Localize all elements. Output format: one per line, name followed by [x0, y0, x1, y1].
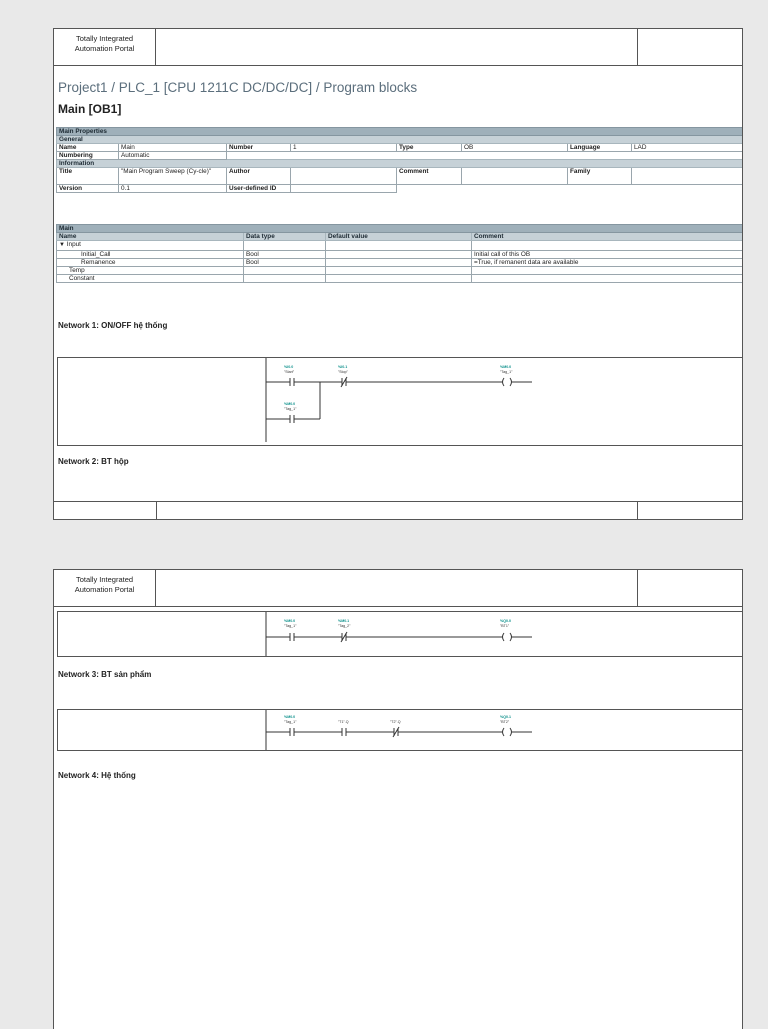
network-4-title: Network 4: Hệ thống	[58, 771, 136, 780]
svg-text:%Q0.0: %Q0.0	[500, 619, 511, 623]
network-2-title: Network 2: BT hộp	[58, 457, 129, 466]
block-title: Main [OB1]	[58, 102, 122, 116]
svg-text:%M0.0: %M0.0	[500, 365, 512, 369]
network-3-ladder[interactable]	[57, 709, 743, 751]
network-1-ladder[interactable]	[57, 357, 743, 446]
coil-icon	[503, 728, 505, 736]
svg-text:"Tag_1": "Tag_1"	[284, 624, 297, 628]
tia-portal-logo: Totally Integrated Automation Portal	[54, 570, 156, 606]
svg-text:"BT1": "BT1"	[500, 624, 510, 628]
network-3-title: Network 3: BT sản phẩm	[58, 670, 152, 679]
svg-text:"Tag_1": "Tag_1"	[284, 407, 297, 411]
svg-text:"T2".Q: "T2".Q	[390, 720, 401, 724]
ladder-diagram	[58, 612, 743, 658]
svg-text:%Q0.1: %Q0.1	[500, 715, 511, 719]
svg-text:%I0.0: %I0.0	[284, 365, 294, 369]
interface-table: Main Name Data type Default value Comment ▼ Input Initial_Call Bool Initial call of this OB Remanence Bool =True, if remanent data are available Temp Constant	[56, 224, 743, 283]
properties-table: Main Properties General Name Main Number 1 Type OB Language LAD Numbering Automatic Information Title "Main Program Sweep (Cy-cle)" Author Comment Family Version 0.1 User-defined ID	[56, 127, 743, 193]
expand-triangle-icon[interactable]: ▼	[59, 242, 65, 248]
page-header	[54, 570, 742, 607]
svg-text:%M0.1: %M0.1	[338, 619, 350, 623]
table-row: Remanence Bool =True, if remanent data are available	[57, 259, 743, 267]
header-right-cell	[637, 29, 742, 65]
document-page-2	[53, 569, 743, 1029]
svg-text:"Start": "Start"	[284, 370, 295, 374]
svg-text:"Tag_2": "Tag_2"	[338, 624, 351, 628]
svg-text:%M0.0: %M0.0	[284, 619, 296, 623]
header-right-cell	[637, 570, 742, 606]
svg-text:"Tag_1": "Tag_1"	[284, 720, 297, 724]
svg-text:%M0.0: %M0.0	[284, 402, 296, 406]
page-footer	[54, 501, 742, 519]
tia-portal-logo: Totally Integrated Automation Portal	[54, 29, 156, 65]
ladder-diagram	[58, 358, 743, 447]
svg-text:"T1".Q: "T1".Q	[338, 720, 349, 724]
ladder-diagram	[58, 710, 743, 752]
svg-text:"Tag_1": "Tag_1"	[500, 370, 513, 374]
table-row: Initial_Call Bool Initial call of this OB	[57, 251, 743, 259]
svg-text:%I0.1: %I0.1	[338, 365, 348, 369]
network-1-title: Network 1: ON/OFF hệ thống	[58, 321, 168, 330]
svg-text:%M0.0: %M0.0	[284, 715, 296, 719]
document-page-1	[53, 28, 743, 520]
coil-icon	[503, 633, 505, 641]
coil-icon	[503, 378, 505, 386]
breadcrumb: Project1 / PLC_1 [CPU 1211C DC/DC/DC] / Program blocks	[58, 80, 418, 95]
table-row: ▼ Input	[57, 241, 743, 251]
page-header	[54, 29, 742, 66]
network-2-ladder[interactable]	[57, 611, 743, 657]
table-row: Temp	[57, 267, 743, 275]
svg-text:"BT2": "BT2"	[500, 720, 510, 724]
table-row: Constant	[57, 275, 743, 283]
svg-text:"Stop": "Stop"	[338, 370, 348, 374]
